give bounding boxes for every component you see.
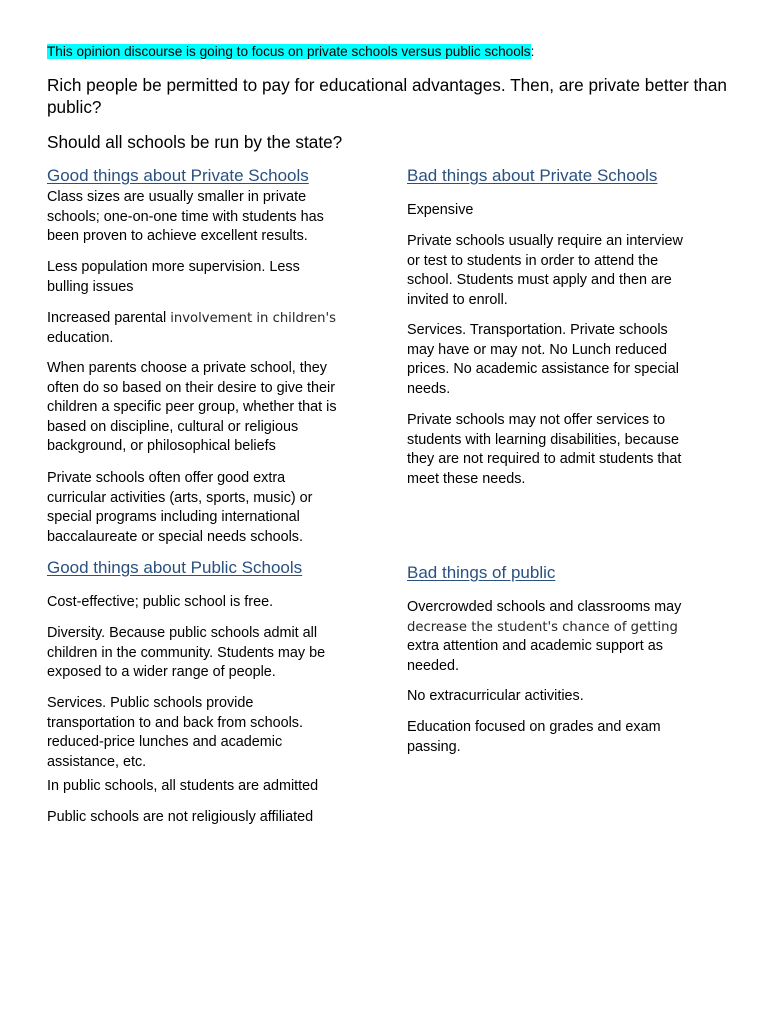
text-line: In public schools, all students are admitted [47, 778, 319, 794]
text-line: reduced-price lunches and academic [47, 734, 283, 750]
text-line: prices. No academic assistance for special [407, 361, 679, 377]
text-line: invited to enroll. [407, 291, 508, 308]
text-line: students with learning disabilities, because [407, 431, 679, 448]
paragraph-supervision [47, 258, 300, 297]
text-line: curricular activities (arts, sports, music) or [47, 489, 313, 506]
text-line: needed. [407, 657, 460, 674]
paragraph-extracurricular [47, 469, 312, 547]
paragraph-expensive [407, 201, 473, 221]
question-state-run: Should all schools be run by the state? [47, 132, 343, 152]
text-line: they are not required to admit students that [407, 451, 682, 467]
text-line: Cost-effective; public school is free. [47, 594, 274, 610]
text-line: children a specific peer group, whether that is [47, 399, 337, 415]
text-line: Diversity. Because public schools admit all [47, 625, 318, 641]
text-line: passing. [407, 738, 461, 755]
paragraph-parental-involvement [47, 309, 336, 348]
text-line: based on discipline, cultural or religious [47, 418, 299, 435]
text-line: baccalaureate or special needs schools. [47, 528, 303, 545]
text-line: No extracurricular activities. [407, 688, 584, 704]
text-line: Education focused on grades and exam [407, 719, 661, 735]
text-line: Overcrowded schools and classrooms may [407, 599, 682, 615]
paragraph-class-sizes [47, 188, 324, 247]
text-line: Private schools usually require an interview [407, 233, 683, 249]
text-line: bulling issues [47, 278, 134, 295]
text-line: background, or philosophical beliefs [47, 438, 276, 454]
paragraph-services-private [407, 321, 679, 399]
intro-line [47, 43, 534, 60]
text-line: exposed to a wider range of people. [47, 664, 276, 680]
text-line: transportation to and back from schools. [47, 714, 303, 731]
text-line: Services. Public schools provide [47, 695, 254, 711]
text-line: assistance, etc. [47, 753, 147, 770]
heading-good-private: Good things about Private Schools [47, 166, 309, 185]
paragraph-cost-effective [47, 593, 273, 613]
text-line: Private schools may not offer services to [407, 412, 666, 428]
text-line-alt-font: involvement in children's [170, 311, 336, 326]
text-line: often do so based on their desire to give their [47, 379, 335, 396]
text-line: schools; one-on-one time with students has [47, 208, 324, 225]
text-line: extra attention and academic support as [407, 638, 663, 654]
paragraph-overcrowded [407, 598, 681, 676]
text-line: Increased parental [47, 310, 171, 326]
text-line: Expensive [407, 202, 474, 218]
text-line: education. [47, 329, 114, 346]
text-line: been proven to achieve excellent results. [47, 228, 308, 244]
text-line: Public schools are not religiously affiliated [47, 809, 314, 825]
heading-good-public: Good things about Public Schools [47, 558, 303, 577]
text-line-alt-font: decrease the student's chance of getting [407, 619, 678, 635]
text-line: needs. [407, 380, 451, 397]
question-rich-people: Rich people be permitted to pay for educational advantages. Then, are private better than public? [47, 75, 727, 117]
intro-highlight: This opinion discourse is going to focus on private schools versus public schools [47, 44, 531, 59]
text-line: children in the community. Students may be [47, 644, 326, 661]
heading-bad-private: Bad things about Private Schools [407, 166, 658, 185]
text-line: Services. Transportation. Private schools [407, 322, 668, 338]
text-line: meet these needs. [407, 470, 526, 487]
text-line: school. Students must apply and then are [407, 272, 672, 288]
paragraph-services-public [47, 694, 303, 772]
text-line: special programs including international [47, 509, 300, 525]
paragraph-learning-disabilities [407, 411, 681, 489]
text-line: Private schools often offer good extra [47, 470, 286, 486]
paragraph-diversity [47, 624, 325, 683]
text-line: When parents choose a private school, they [47, 360, 327, 376]
paragraph-interview [407, 232, 683, 310]
paragraph-no-extracurricular [407, 687, 584, 707]
text-line: may have or may not. No Lunch reduced [407, 341, 667, 358]
text-line: or test to students in order to attend the [407, 252, 659, 269]
paragraph-not-religious [47, 808, 313, 828]
text-line: Class sizes are usually smaller in private [47, 189, 307, 205]
heading-bad-public: Bad things of public [407, 563, 556, 582]
paragraph-peer-group [47, 359, 337, 457]
intro-colon: : [530, 44, 535, 59]
paragraph-all-admitted [47, 777, 318, 797]
text-line: Less population more supervision. Less [47, 259, 300, 275]
paragraph-grades-exams [407, 718, 661, 757]
